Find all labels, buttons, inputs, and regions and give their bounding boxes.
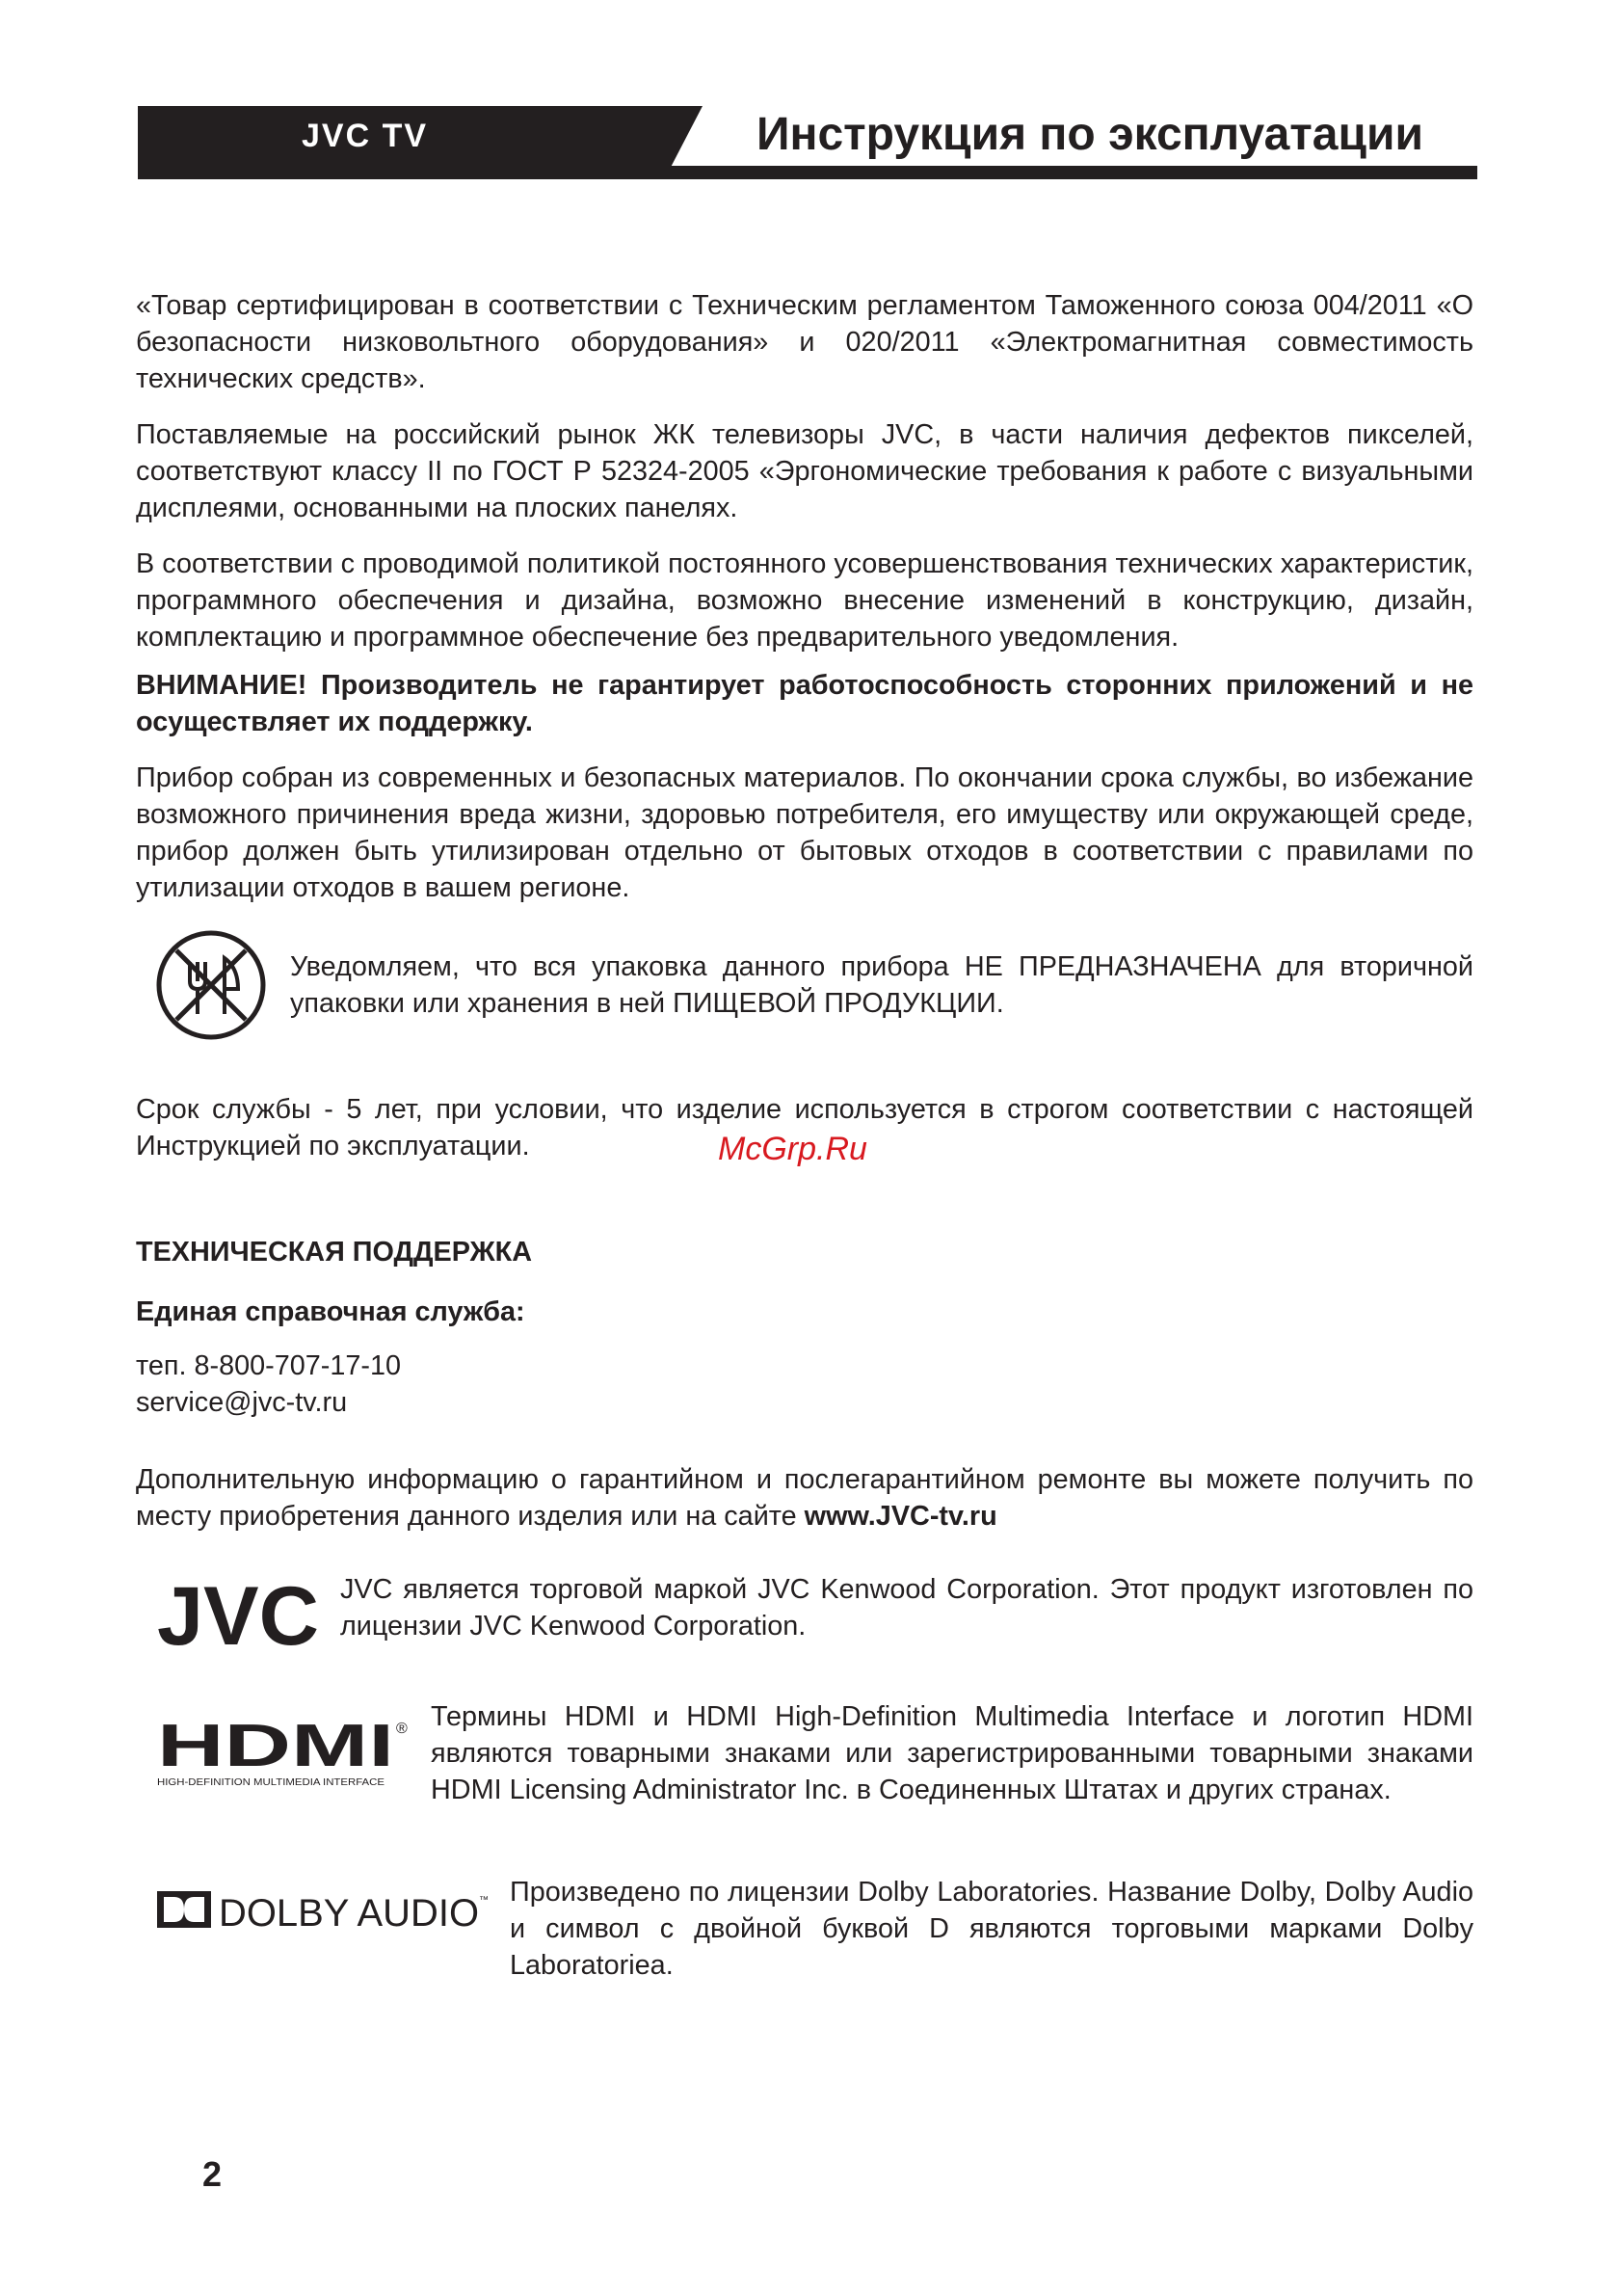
certification-paragraph: «Товар сертифицирован в соответствии с Техническим регламентом Таможенного союза 004/2011 «О безопасности низковольтного оборудования» и 020/2011 «Электромагнитная совместимость технических средств». xyxy=(136,290,1473,394)
page-number: 2 xyxy=(202,2154,223,2194)
jvc-trademark xyxy=(136,1571,1473,1679)
warranty-info-text: Дополнительную информацию о гарантийном и послегарантийном ремонте вы можете получить по месту приобретения данного изделия или на сайте xyxy=(136,1464,1473,1532)
hdmi-trademark-text: Термины HDMI и HDMI High-Definition Multimedia Interface и логотип HDMI являются товарными знаками или зарегистрированными товарными знаками HDMI Licensing Administrator Inc. в Соединенных Штатах и других странах. xyxy=(431,1701,1473,1805)
support-contacts xyxy=(136,1348,1473,1421)
dolby-audio-logo xyxy=(157,1887,489,1932)
warning-paragraph: ВНИМАНИЕ! Производитель не гарантирует работоспособность сторонних приложений и не осуществляет их поддержку. xyxy=(136,670,1473,737)
warranty-info-paragraph xyxy=(136,1461,1473,1535)
support-email[interactable]: service@jvc-tv.ru xyxy=(136,1387,348,1418)
dolby-logo-text: DOLBY AUDIO xyxy=(219,1892,479,1932)
svg-text:™: ™ xyxy=(479,1895,489,1906)
page-header xyxy=(138,106,1477,179)
jvc-logo xyxy=(157,1581,319,1650)
no-food-packaging-icon xyxy=(155,929,267,1041)
svg-text:®: ® xyxy=(396,1721,408,1737)
header-rule xyxy=(138,166,1477,179)
website-link[interactable]: www.JVC-tv.ru xyxy=(804,1501,997,1532)
hdmi-trademark xyxy=(136,1698,1473,1845)
page-title: Инструкция по эксплуатации xyxy=(756,109,1423,160)
hdmi-tagline: HIGH-DEFINITION MULTIMEDIA INTERFACE xyxy=(157,1777,385,1788)
jvc-logo-text: JVC xyxy=(157,1581,319,1650)
disposal-paragraph: Прибор собран из современных и безопасных материалов. По окончании срока службы, во избежание возможного причинения вреда жизни, здоровью потребителя, его имуществу или окружающей среде, прибор должен быть утилизирован отдельно от бытовых отходов в соответствии с правилами по утилизации отходов в вашем регионе. xyxy=(136,762,1473,903)
dolby-trademark-text: Произведено по лицензии Dolby Laboratories. Название Dolby, Dolby Audio и символ с двойной буквой D являются торговыми марками Dolby Laboratoriea. xyxy=(510,1877,1473,1981)
hdmi-logo xyxy=(157,1716,408,1791)
support-phone: теп. 8-800-707-17-10 xyxy=(136,1350,402,1381)
support-subtitle: Единая справочная служба: xyxy=(136,1296,525,1327)
hdmi-logo-text: HDMI xyxy=(157,1716,394,1779)
pixel-defects-paragraph: Поставляемые на российский рынок ЖК телевизоры JVC, в части наличия дефектов пикселей, соответствуют классу II по ГОСТ Р 52324-2005 «Эргономические требования к работе с визуальными дисплеями, основанными на плоских панелях. xyxy=(136,419,1473,523)
brand-label: JVC TV xyxy=(302,118,429,154)
support-title: ТЕХНИЧЕСКАЯ ПОДДЕРЖКА xyxy=(136,1237,532,1268)
dolby-trademark xyxy=(136,1874,1473,1986)
service-life-paragraph: Срок службы - 5 лет, при условии, что изделие используется в строгом соответствии с настоящей Инструкцией по эксплуатации. xyxy=(136,1094,1473,1161)
packaging-paragraph: Уведомляем, что вся упаковка данного прибора НЕ ПРЕДНАЗНАЧЕНА для вторичной упаковки или хранения в ней ПИЩЕВОЙ ПРОДУКЦИИ. xyxy=(290,951,1473,1019)
jvc-trademark-text: JVC является торговой маркой JVC Kenwood Corporation. Этот продукт изготовлен по лицензии JVC Kenwood Corporation. xyxy=(340,1574,1473,1642)
watermark: McGrp.Ru xyxy=(718,1131,867,1167)
changes-paragraph: В соответствии с проводимой политикой постоянного усовершенствования технических характеристик, программного обеспечения и дизайна, возможно внесение изменений в конструкцию, дизайн, комплектацию и программное обеспечение без предварительного уведомления. xyxy=(136,548,1473,653)
packaging-notice xyxy=(136,929,1473,1045)
